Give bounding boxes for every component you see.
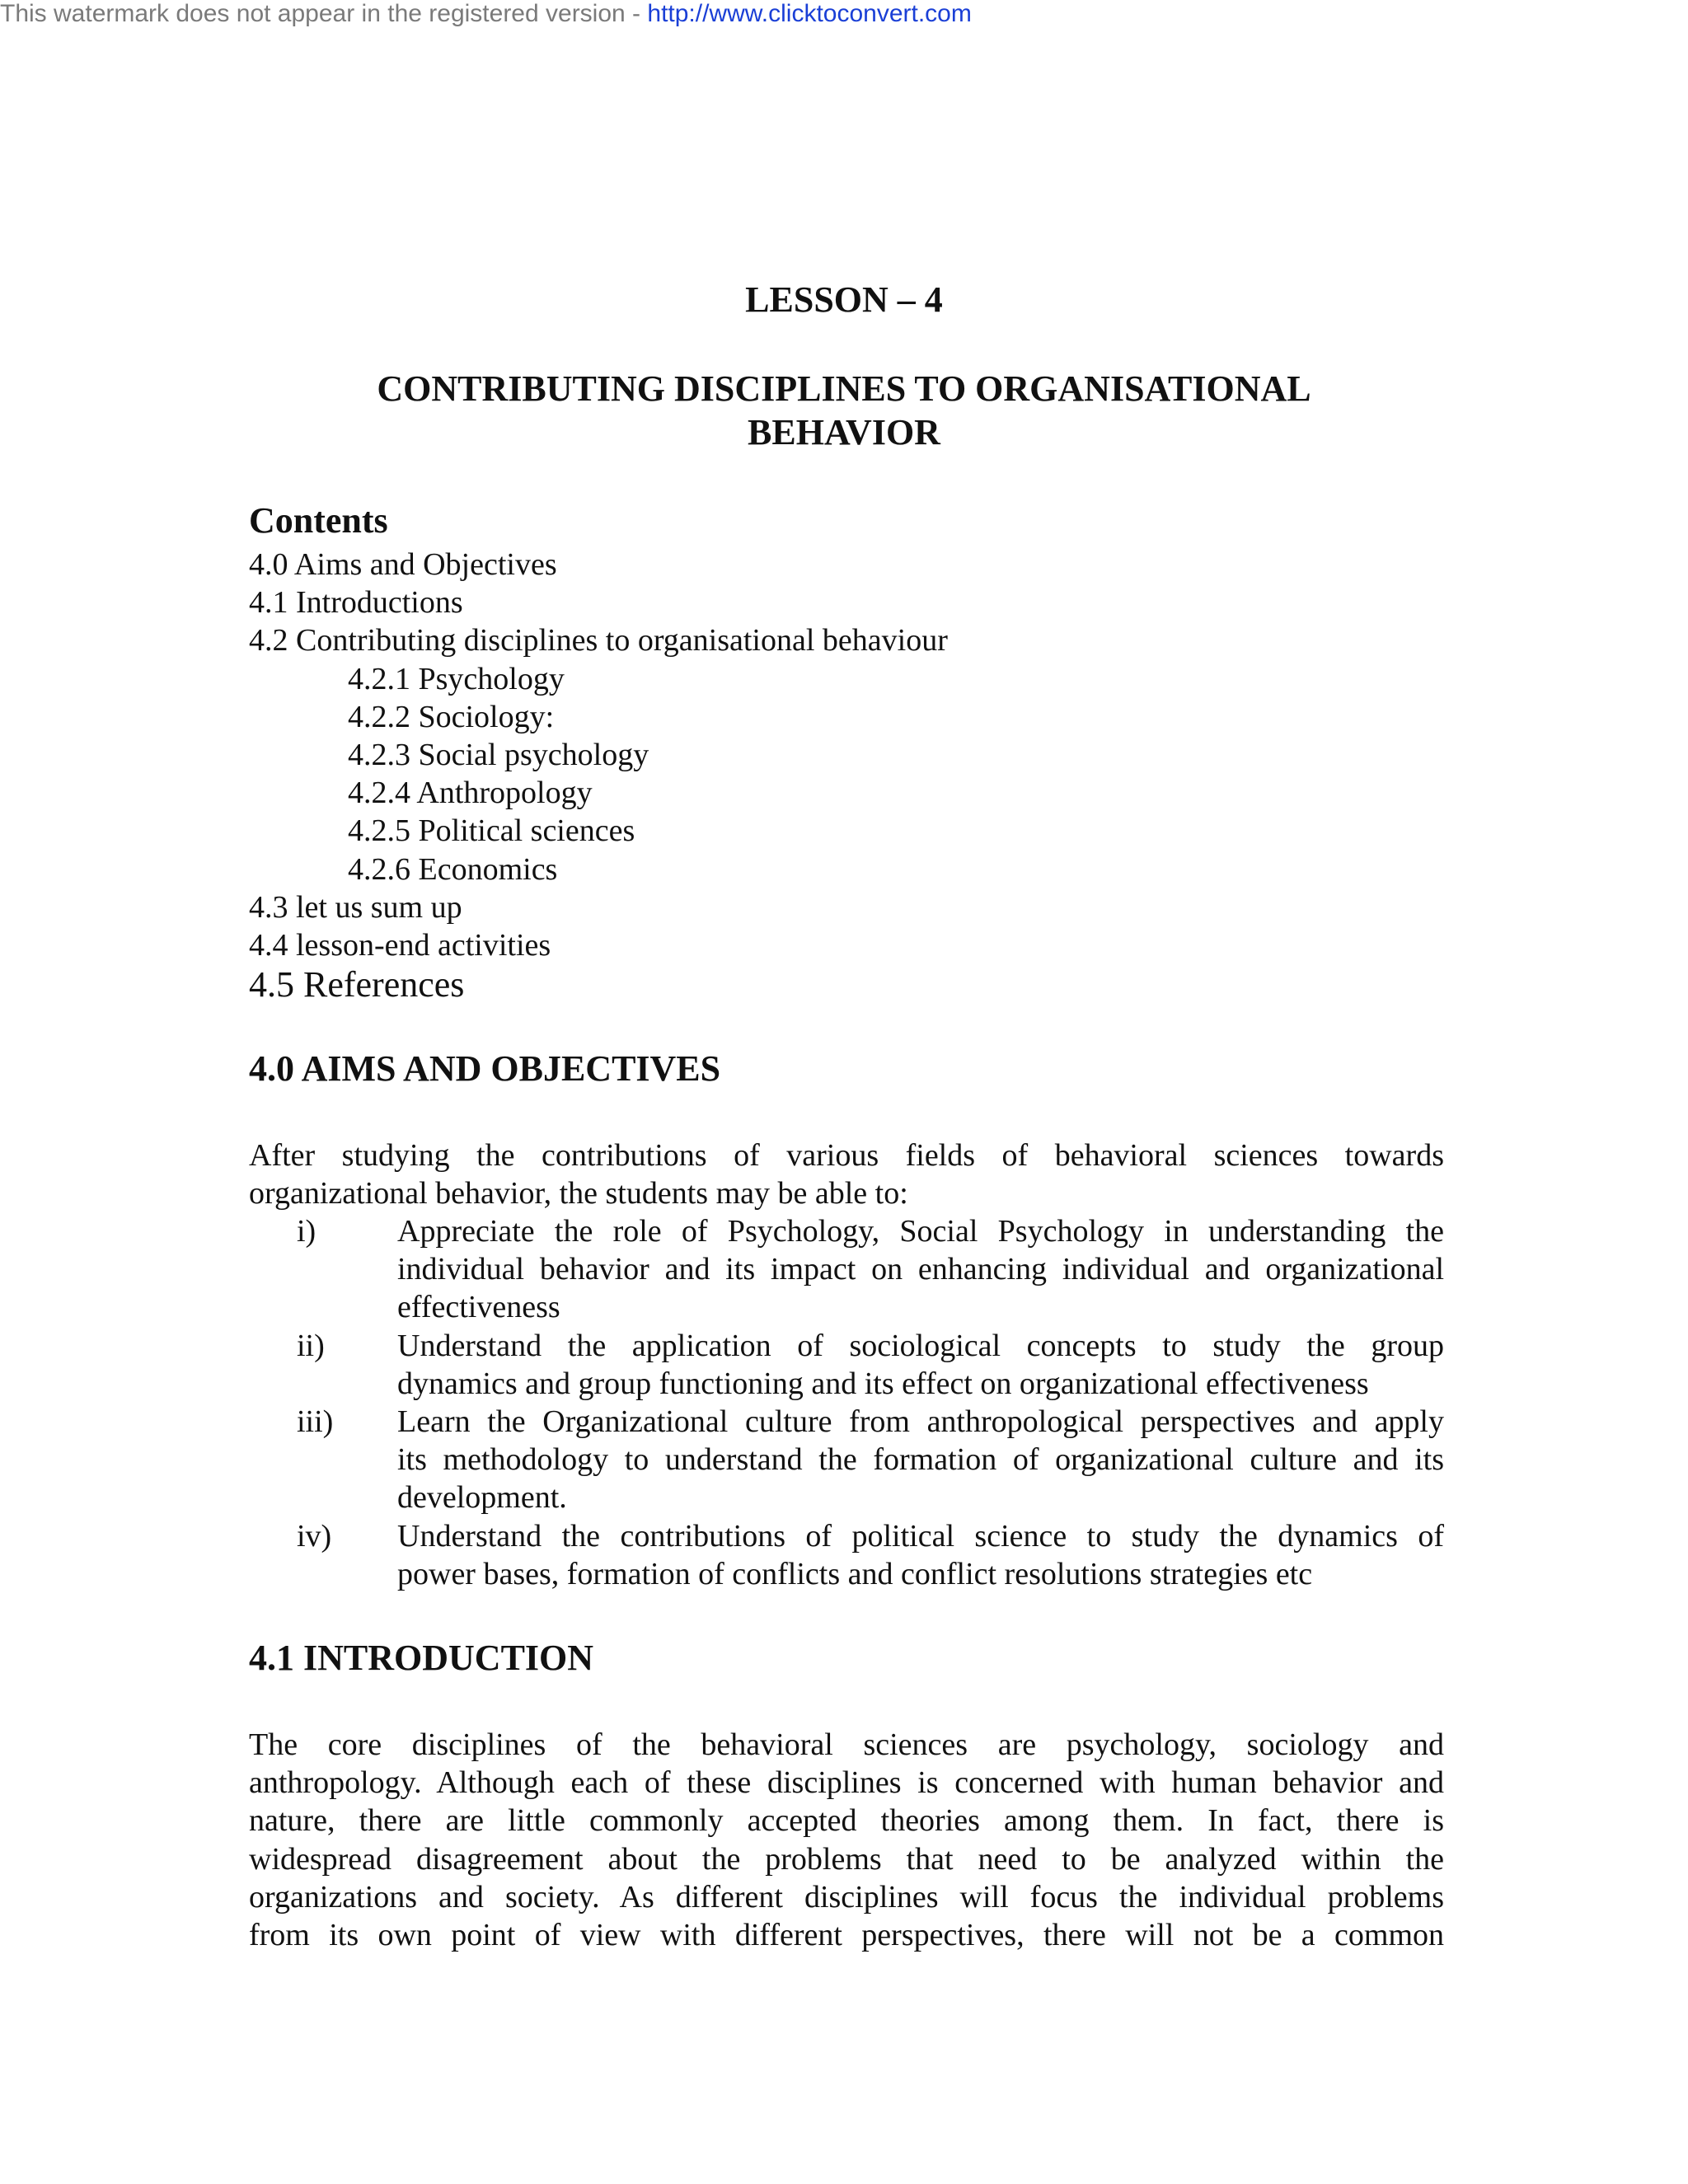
aim-line: its methodology to understand the formation of organizational culture and its <box>397 1442 1444 1478</box>
aim-line: effectiveness <box>397 1290 560 1325</box>
aim-number: iii) <box>297 1404 334 1440</box>
watermark <box>0 0 972 28</box>
lesson-title-line-1: CONTRIBUTING DISCIPLINES TO ORGANISATIONAL <box>377 368 1311 409</box>
intro-line: anthropology. Although each of these disciplines is concerned with human behavior and <box>249 1765 1444 1801</box>
toc-subitem: 4.2.2 Sociology: <box>348 699 555 734</box>
introduction-paragraph <box>249 1726 1444 1954</box>
aim-line: Appreciate the role of Psychology, Social Psychology in understanding the <box>397 1214 1444 1249</box>
aim-text <box>397 1517 1444 1593</box>
watermark-text: This watermark does not appear in the registered version - <box>0 0 648 27</box>
aims-list <box>297 1212 1444 1593</box>
lesson-heading: LESSON – 4 <box>745 279 943 320</box>
aim-text <box>397 1212 1444 1327</box>
toc-item: 4.4 lesson-end activities <box>249 928 551 963</box>
lesson-title <box>0 367 1688 454</box>
intro-line: from its own point of view with different perspectives, there will not be a common <box>249 1918 1444 1953</box>
aim-number: ii) <box>297 1328 325 1363</box>
toc-subitem: 4.2.4 Anthropology <box>348 776 593 811</box>
toc-item: 4.3 let us sum up <box>249 889 462 925</box>
watermark-link[interactable]: http://www.clicktoconvert.com <box>647 0 972 27</box>
aim-line: Learn the Organizational culture from anthropological perspectives and apply <box>397 1404 1444 1440</box>
lesson-title-line-2: BEHAVIOR <box>748 412 940 452</box>
aims-intro <box>249 1137 1444 1212</box>
intro-line: organizations and society. As different disciplines will focus the individual problems <box>249 1879 1444 1915</box>
aim-item <box>297 1403 1444 1517</box>
toc-item: 4.5 References <box>249 964 465 1005</box>
toc-item: 4.1 Introductions <box>249 585 463 621</box>
toc-item: 4.2 Contributing disciplines to organisational behaviour <box>249 623 948 658</box>
aim-item <box>297 1517 1444 1593</box>
table-of-contents <box>249 546 948 1005</box>
aims-heading: 4.0 AIMS AND OBJECTIVES <box>249 1048 721 1089</box>
aim-number: i) <box>297 1214 316 1249</box>
intro-line: widespread disagreement about the problems that need to be analyzed within the <box>249 1841 1444 1877</box>
aim-line: individual behavior and its impact on enhancing individual and organizational <box>397 1252 1444 1287</box>
aim-line: development. <box>397 1480 567 1516</box>
toc-item: 4.0 Aims and Objectives <box>249 547 557 582</box>
toc-subitem: 4.2.5 Political sciences <box>348 813 635 849</box>
toc-subitem: 4.2.3 Social psychology <box>348 738 649 773</box>
introduction-heading: 4.1 INTRODUCTION <box>249 1638 594 1678</box>
aim-line: power bases, formation of conflicts and conflict resolutions strategies etc <box>397 1556 1313 1591</box>
contents-heading: Contents <box>249 500 388 541</box>
aim-text <box>397 1403 1444 1517</box>
aim-line: Understand the contributions of political science to study the dynamics of <box>397 1518 1444 1554</box>
toc-subitem: 4.2.6 Economics <box>348 851 558 887</box>
aim-text <box>397 1327 1444 1403</box>
toc-subitem: 4.2.1 Psychology <box>348 661 565 696</box>
aim-number: iv) <box>297 1518 332 1554</box>
intro-line: nature, there are little commonly accepted theories among them. In fact, there is <box>249 1803 1444 1839</box>
aim-item <box>297 1212 1444 1327</box>
aims-intro-line: organizational behavior, the students may be able to: <box>249 1176 908 1212</box>
aim-line: Understand the application of sociological concepts to study the group <box>397 1328 1444 1363</box>
aim-line: dynamics and group functioning and its effect on organizational effectiveness <box>397 1366 1369 1401</box>
aims-intro-line: After studying the contributions of various fields of behavioral sciences towards <box>249 1138 1444 1173</box>
intro-line: The core disciplines of the behavioral sciences are psychology, sociology and <box>249 1727 1444 1762</box>
aim-item <box>297 1327 1444 1403</box>
